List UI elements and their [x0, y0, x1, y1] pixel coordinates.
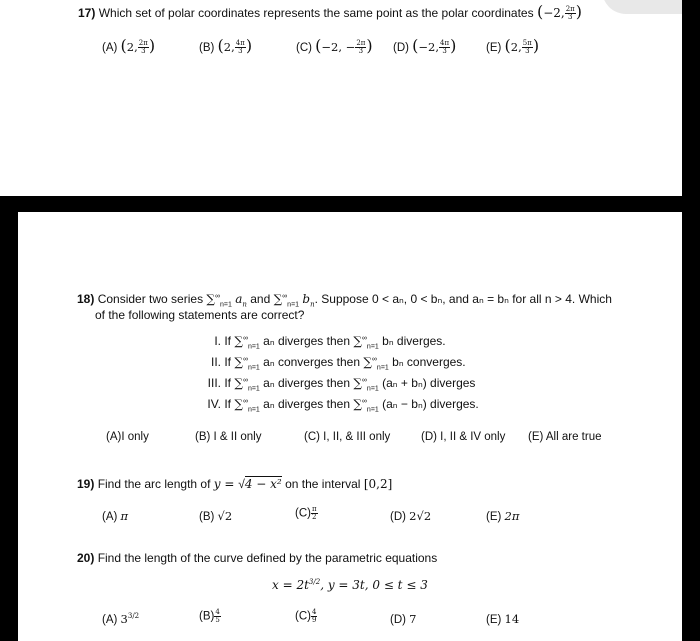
question-20-stem — [77, 551, 437, 565]
option-r: 2, — [510, 40, 522, 54]
q18-option-a[interactable] — [106, 431, 149, 443]
option-label: (C) — [295, 507, 311, 520]
q17-option-b[interactable]: (B) (2, $\frac{4\pi}{3}$ ) — [199, 36, 253, 56]
question-text: Consider two series — [97, 292, 204, 306]
option-num: 4π — [235, 39, 245, 48]
sum-upper: ∞ — [214, 293, 220, 300]
option-label: (B) — [199, 511, 215, 523]
q18-option-b[interactable] — [195, 431, 261, 443]
statement-part2: bₙ diverges. — [382, 334, 446, 348]
option-den: 5 — [215, 616, 220, 624]
question-18-line2 — [95, 308, 304, 322]
option-value: 7 — [409, 612, 417, 626]
question-17-stem: 17) Which set of polar coordinates represents the same point as the polar coordinates (−2, $\frac{2\pi}{3}$ ) — [78, 2, 583, 22]
statement-num: II. — [210, 355, 221, 369]
q17-option-e[interactable]: (E) (2, $\frac{5\pi}{3}$ ) — [486, 36, 540, 56]
question-number: 19) — [77, 477, 95, 491]
option-num: 4 — [215, 608, 220, 616]
option-den: 3 — [442, 47, 447, 56]
and-word: and — [250, 292, 271, 306]
sum-lower: n=1 — [219, 301, 232, 309]
option-den: 3 — [525, 47, 530, 56]
option-r: −2, — [418, 40, 440, 54]
option-label: (B) — [199, 42, 215, 54]
equation-exponent: 3/2 — [308, 578, 321, 586]
option-den: 2 — [312, 513, 317, 521]
point-r: −2, — [543, 6, 565, 20]
option-value: 3 — [120, 612, 128, 626]
statement-if: If — [224, 376, 232, 390]
option-label: (B) — [199, 610, 215, 623]
page-badge — [602, 0, 682, 14]
option-r: −2, − — [321, 40, 356, 54]
q19-option-e[interactable] — [486, 509, 519, 523]
statement-if: If — [224, 355, 232, 369]
option-den: 3 — [238, 47, 243, 56]
page-top — [0, 0, 682, 196]
option-value: 2π — [504, 509, 520, 523]
q19-option-a[interactable] — [102, 509, 128, 523]
option-den: 9 — [311, 616, 317, 624]
statement-part2: bₙ converges. — [392, 355, 466, 369]
function-y: y = — [213, 477, 239, 491]
equation-rest: , y = 3t, 0 ≤ t ≤ 3 — [320, 578, 428, 592]
option-num: 4π — [440, 39, 450, 48]
option-num: π — [311, 505, 317, 513]
q20-option-c[interactable] — [295, 609, 317, 624]
question-18-stem: 18) Consider two series $\sum^\infty_{n=1}$ $a_n$ and $\sum^\infty_{n=1}$ $b_n$. Suppose 0 < aₙ, 0 < bₙ, and aₙ = bₙ for all n > 4. Which — [77, 292, 612, 309]
q19-option-c[interactable] — [295, 506, 318, 521]
option-num: 2π — [138, 39, 148, 48]
question-text: Find the length of the curve defined by the parametric equations — [97, 551, 438, 565]
sqrt-expression: 4 − x² — [244, 477, 282, 491]
statement-part1: aₙ diverges then — [263, 397, 350, 411]
question-number: 17) — [78, 6, 96, 20]
sigma-symbol: ∑ — [206, 292, 215, 306]
option-num: 2π — [356, 39, 366, 48]
option-label: (E) — [486, 511, 502, 523]
q20-option-a[interactable] — [102, 612, 139, 626]
q18-option-e[interactable] — [528, 431, 602, 443]
option-label: (E) — [486, 42, 502, 54]
option-den: 3 — [358, 47, 364, 56]
statement-part1: aₙ diverges then — [263, 376, 350, 390]
option-exponent: 3/2 — [127, 612, 140, 621]
statement-3: III. If $\sum^\infty_{n=1}$ aₙ diverges then $\sum^\infty_{n=1}$ (aₙ + bₙ) diverges — [201, 376, 475, 392]
question-number: 20) — [77, 551, 95, 565]
option-label: (A) — [102, 614, 118, 626]
option-r: 2, — [126, 40, 138, 54]
question-text-2: of the following statements are correct? — [95, 308, 305, 322]
statement-2: II. If $\sum^\infty_{n=1}$ aₙ converges then $\sum^\infty_{n=1}$ bₙ converges. — [201, 355, 466, 371]
option-r: 2, — [223, 40, 235, 54]
option-text: (D) I, II & IV only — [421, 431, 506, 443]
option-label: (E) — [486, 614, 502, 626]
suppose-text: . Suppose — [314, 292, 369, 306]
q17-option-a[interactable]: (A) (2, $\frac{2\pi}{3}$ ) — [102, 36, 156, 56]
question-text: Find the arc length of — [97, 477, 211, 491]
option-value: 14 — [504, 612, 520, 626]
statement-part1: aₙ diverges then — [263, 334, 350, 348]
question-19-stem: 19) Find the arc length of y = √4 − x² on the interval [0,2] — [77, 477, 393, 491]
question-text: Which set of polar coordinates represents the same point as the polar coordinates — [98, 6, 534, 20]
statement-part2: (aₙ − bₙ) diverges. — [382, 397, 479, 411]
option-label: (C) — [296, 42, 312, 54]
statement-if: If — [224, 334, 232, 348]
option-value: √2 — [217, 509, 233, 523]
option-text: (B) I & II only — [195, 431, 262, 443]
q17-option-d[interactable]: (D) (−2, $\frac{4\pi}{3}$ ) — [393, 36, 457, 56]
q20-option-d[interactable] — [390, 612, 417, 626]
q19-option-d[interactable] — [390, 509, 431, 523]
statement-num: I. — [214, 334, 221, 348]
parametric-equations — [272, 578, 428, 592]
option-text: (E) All are true — [528, 431, 602, 443]
option-label: (C) — [295, 610, 311, 623]
option-num: 5π — [522, 39, 532, 48]
q20-option-b[interactable] — [199, 609, 221, 624]
option-label: (D) — [390, 614, 406, 626]
question-number: 18) — [77, 292, 95, 306]
statement-part1: aₙ converges then — [263, 355, 360, 369]
option-label: (D) — [393, 42, 409, 54]
q20-option-e[interactable] — [486, 612, 519, 626]
statement-if: If — [224, 397, 232, 411]
condition-text: 0 < aₙ, 0 < bₙ, and aₙ = bₙ for all n > 4. — [371, 292, 576, 306]
q19-option-b[interactable] — [199, 509, 232, 523]
option-text: (C) I, II, & III only — [304, 431, 391, 443]
q18-option-d[interactable] — [421, 431, 505, 443]
option-value: π — [120, 509, 129, 523]
option-text: (A)I only — [106, 431, 149, 443]
option-label: (A) — [102, 511, 118, 523]
statement-part2: (aₙ + bₙ) diverges — [382, 376, 476, 390]
statement-num: III. — [207, 376, 221, 390]
interval-range: [0,2] — [363, 477, 393, 491]
option-num: 4 — [311, 608, 317, 616]
option-label: (D) — [390, 511, 406, 523]
option-den: 3 — [141, 47, 146, 56]
point-num: 2π — [565, 5, 575, 14]
option-value: 2√2 — [409, 509, 432, 523]
page-bottom — [18, 212, 682, 641]
statement-1: I. If $\sum^\infty_{n=1}$ aₙ diverges then $\sum^\infty_{n=1}$ bₙ diverges. — [201, 334, 446, 350]
statement-4: IV. If $\sum^\infty_{n=1}$ aₙ diverges then $\sum^\infty_{n=1}$ (aₙ − bₙ) diverges. — [201, 397, 479, 413]
point-den: 3 — [568, 13, 573, 22]
q18-option-c[interactable] — [304, 431, 390, 443]
q17-option-c[interactable]: (C) (−2, − $\frac{2\pi}{3}$ ) — [296, 36, 373, 56]
statement-num: IV. — [207, 397, 221, 411]
option-label: (A) — [102, 42, 118, 54]
equation-x: x = 2t — [272, 578, 309, 592]
which-text: Which — [578, 292, 612, 306]
interval-text: on the interval — [285, 477, 361, 491]
